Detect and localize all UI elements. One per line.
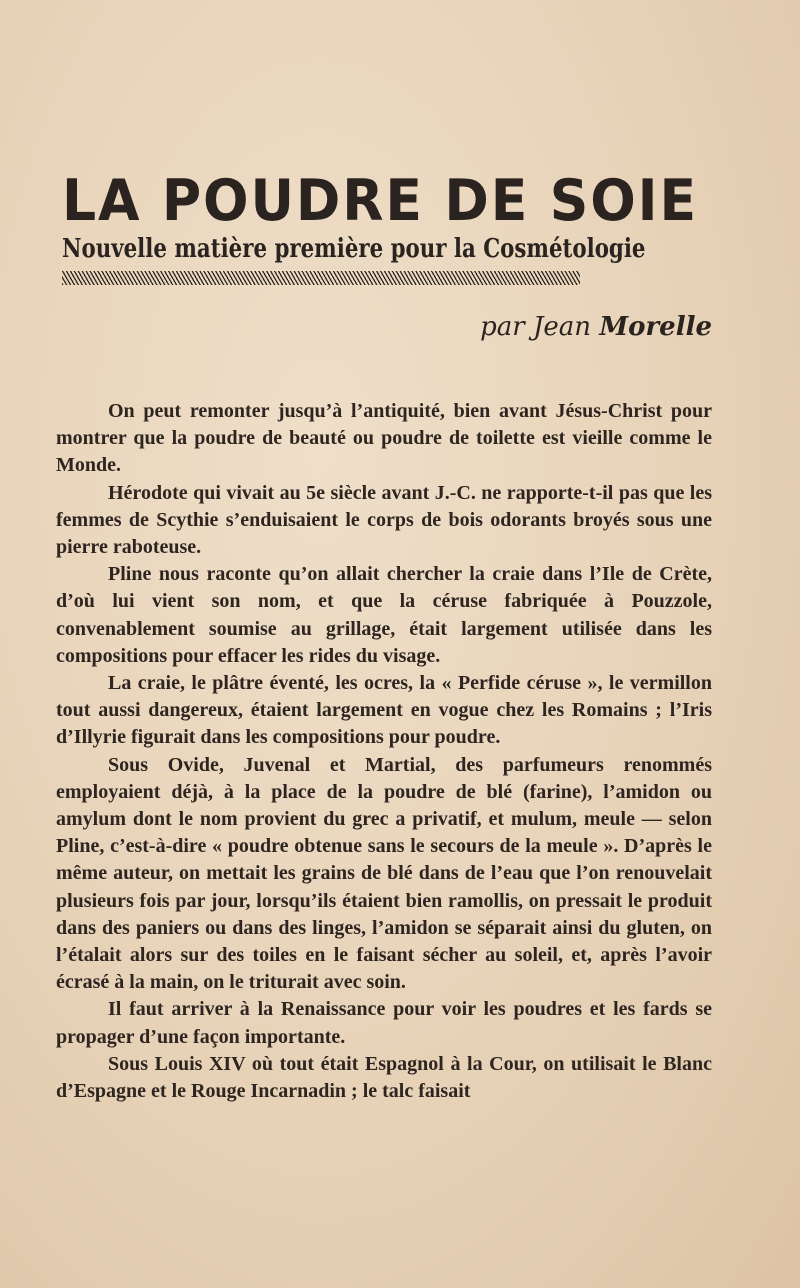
paragraph-1: On peut remonter jusqu’à l’antiquité, bien avant Jésus-Christ pour montrer que la poudre de beauté ou poudre de toilette est vieille comme le Monde. [56, 400, 712, 477]
author-signature: Morelle [599, 312, 712, 342]
byline-prefix: par Jean [480, 312, 592, 342]
article-title: LA POUDRE DE SOIE [62, 168, 698, 234]
article-subtitle: Nouvelle matière première pour la Cosmétologie [62, 234, 646, 264]
paragraph-3: Pline nous raconte qu’on allait chercher la craie dans l’Ile de Crète, d’où lui vient son nom, et que la céruse fabriquée à Pouzzole, convenablement soumise au grillage, était largement utilisée dans les compositions pour effacer les rides du visage. [56, 563, 712, 667]
paragraph-6: Il faut arriver à la Renaissance pour voir les poudres et les fards se propager d’une façon importante. [56, 998, 712, 1048]
paragraph-5: Sous Ovide, Juvenal et Martial, des parfumeurs renommés employaient déjà, à la place de la poudre de blé (farine), l’amidon ou amylum dont le nom provient du grec a privatif, et mulum, meule — selon Pline, c’est-à-dire « poudre obtenue sans le secours de la meule ». D’après le même auteur, on mettait les grains de blé dans de l’eau que l’on renouvelait plusieurs fois par jour, lorsqu’ils étaient bien ramollis, on pressait le produit dans des paniers ou dans des linges, l’amidon se séparait ainsi du gluten, on l’étalait alors sur des toiles en le faisant sécher au soleil, et, après l’avoir écrasé à la main, on le triturait avec soin. [56, 753, 712, 994]
paragraph-4: La craie, le plâtre éventé, les ocres, la « Perfide céruse », le vermillon tout aussi dangereux, étaient largement en vogue chez les Romains ; l’Iris d’Illyrie figurait dans les compositions pour poudre. [56, 672, 712, 749]
paragraph-7: Sous Louis XIV où tout était Espagnol à la Cour, on utilisait le Blanc d’Espagne et le Rouge Incarnadin ; le talc faisait [56, 1052, 712, 1103]
author-byline [480, 312, 712, 342]
paragraph-2: Hérodote qui vivait au 5e siècle avant J.-C. ne rapporte-t-il pas que les femmes de Scythie s’enduisaient le corps de bois odorants broyés sous une pierre raboteuse. [56, 481, 712, 559]
decorative-hatched-rule [62, 271, 580, 285]
article-body [56, 398, 712, 1105]
